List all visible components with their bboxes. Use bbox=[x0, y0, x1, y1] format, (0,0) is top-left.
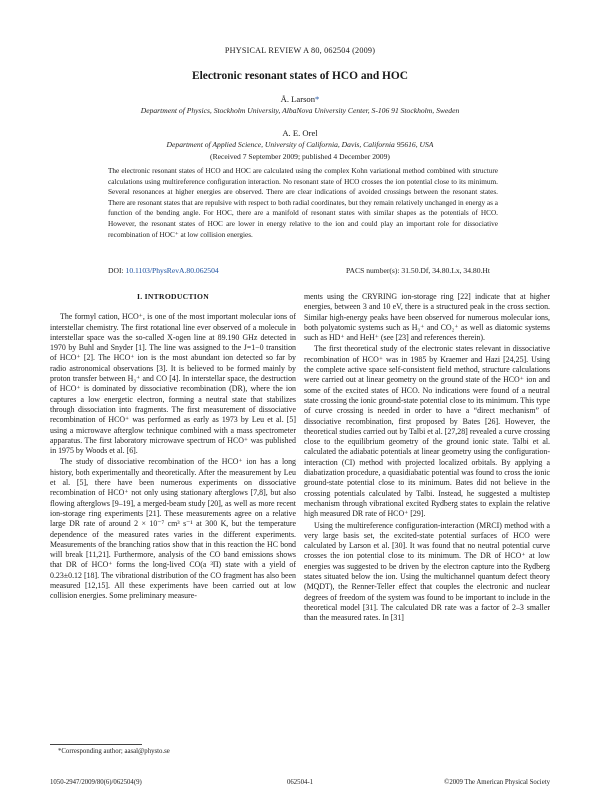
journal-header: PHYSICAL REVIEW A 80, 062504 (2009) bbox=[224, 46, 376, 55]
left-column bbox=[50, 292, 296, 602]
author-2-name: A. E. Orel bbox=[282, 128, 318, 138]
right-column bbox=[304, 292, 550, 624]
doi-label: DOI: bbox=[108, 266, 124, 275]
footnote: *Corresponding author; aasal@physto.se bbox=[58, 748, 170, 755]
doi-line bbox=[108, 266, 219, 275]
footnote-divider bbox=[50, 744, 142, 745]
abstract: The electronic resonant states of HCO and HOC are calculated using the complex Kohn variational method combined with structure calculations using multireference configuration interaction. No resonant state of HCO crosses the ion potential close to its minimum. Several resonances at higher energies are observed. There are clear indications of avoided crossings between the resonant states. There are resonant states that are repulsive with respect to both radial coordinates, but they remain relatively unchanged in energy as a function of the bending angle. For HOC, there are a manifold of resonant states with similar shapes as the potentials of HCO. However, the resonant states of HOC are lower in energy relative to the ion and could play an important role for dissociative recombination of HOC⁺ at low collision energies. bbox=[108, 167, 498, 239]
pacs-numbers: PACS number(s): 31.50.Df, 34.80.Lx, 34.80.Ht bbox=[346, 266, 491, 275]
doi-link[interactable]: 10.1103/PhysRevA.80.062504 bbox=[125, 266, 219, 275]
paper-title: Electronic resonant states of HCO and HOC bbox=[192, 70, 408, 82]
affiliation-2: Department of Applied Science, University of California, Davis, California 95616, USA bbox=[166, 140, 434, 149]
paragraph: The study of dissociative recombination of the HCO⁺ ion has a long history, both experimentally and theoretically. After the measurement by Leu et al. [5], there have been numerous experiments on dissociative recombination of HCO⁺ not only using stationary afterglows [7,8], but also flowing afterglows [9–19], a merged-beam study [20], as well as more recent ion-storage ring experiments [21]. These measurements agree on a relative large DR rate of around 2 × 10⁻⁷ cm³ s⁻¹ at 300 K, but the temperature dependence of the measured rates varies in the different experiments. Measurements of the branching ratios show that in this reaction the HC bond will break [11,21]. Furthermore, analysis of the CO band emissions shows that DR of HCO⁺ forms the long-lived CO(a ³Π) state with a yield of 0.23±0.12 [18]. The vibrational distribution of the CO fragment has also been measured [12,15]. All these experiments have been carried out at low collision energies. Some preliminary measure- bbox=[50, 457, 296, 601]
corresponding-author-link[interactable]: * bbox=[315, 94, 320, 104]
footer-issn: 1050-2947/2009/80(6)/062504(9) bbox=[50, 779, 142, 786]
paragraph: Using the multireference configuration-interaction (MRCI) method with a very large basis set, the excited-state potential surfaces of HCO were calculated by Larson et al. [30]. It was found that no neutral potential curve crosses the ion potential close to its minimum. The DR of HCO⁺ at low energies was suggested to be driven by the electron capture into the Rydberg states situated below the ion. Using the multichannel quantum defect theory (MQDT), the Renner-Teller effect that couples the electronic and nuclear degrees of freedom of the system was found to be important to include in the theoretical model [31]. The calculated DR rate was a factor of 2–3 smaller than the measured rates. In [31] bbox=[304, 520, 550, 623]
footer-page-number: 062504-1 bbox=[286, 779, 314, 786]
footer-copyright: ©2009 The American Physical Society bbox=[444, 779, 550, 786]
author-2 bbox=[0, 128, 600, 138]
paragraph: The first theoretical study of the electronic states relevant in dissociative recombination of HCO⁺ was in 1985 by Kraemer and Hazi [24,25]. Using the complete active space self-consistent field method, structure calculations were carried out at linear geometry on the ground state of the HCO⁺ ion and some of the excited states of HCO. No indications were found of a neutral state crossing the ionic ground-state potential close to its minimum. This type of curve crossing is needed in order to have a “direct mechanism” of dissociative recombination, first proposed by Bates [26]. However, the theoretical studies carried out by Talbi et al. [27,28] revealed a curve crossing close to the equilibrium geometry of the ground ionic state. Talbi et al. calculated the adiabatic potentials at linear geometry using the configuration-interaction (CI) method with projected localized orbitals. By applying a diabatization procedure, a quasidiabatic potential was found to cross the ionic ground-state potential close to its minimum. Bates did not believe in the crossing potentials calculated by Talbi. Instead, he suggested a multistep mechanism through vibrational excited Rydberg states to explain the relative high measured DR rate of HCO⁺ [29]. bbox=[304, 344, 550, 519]
author-1-name: Å. Larson bbox=[280, 94, 316, 104]
paragraph: The formyl cation, HCO⁺, is one of the most important molecular ions of interstellar chemistry. The first rotational line ever observed of a molecule in interstellar space was the so-called X-ogen line at 89.190 GHz detected in 1970 by Buhl and Snyder [1]. The line was assigned to the J=1−0 transition of HCO⁺ [2]. The HCO⁺ ion is the most abundant ion detected so far by radio astronomical observations [3]. It is believed to be formed mainly by proton transfer between H₃⁺ and CO [4]. In interstellar space, the destruction of HCO⁺ is dominated by dissociative recombination (DR), where the ion captures a low energetic electron, forming a neutral state that stabilizes through dissociation into fragments. The first measurement of dissociative recombination of HCO⁺ was performed as early as 1973 by Leu et al. [5] using a microwave afterglow technique combined with a mass spectrometer apparatus. The first laboratory microwave spectrum of HCO⁺ was published in 1975 by Woods et al. [6]. bbox=[50, 312, 296, 456]
affiliation-1: Department of Physics, Stockholm University, AlbaNova University Center, S-106 91 Stockholm, Sweden bbox=[140, 106, 460, 115]
author-1 bbox=[0, 94, 600, 104]
section-heading: I. INTRODUCTION bbox=[136, 292, 209, 301]
paragraph: ments using the CRYRING ion-storage ring [22] indicate that at higher energies, between 3 and 10 eV, there is a structured peak in the cross section. Similar high-energy peaks have been observed for numerous molecular ions, both polyatomic systems such as H₃⁺ and CO₂⁺ as well as diatomic systems such as HD⁺ and HeH⁺ (see [23] and references therein). bbox=[304, 292, 550, 343]
received-dates: (Received 7 September 2009; published 4 December 2009) bbox=[210, 152, 390, 161]
